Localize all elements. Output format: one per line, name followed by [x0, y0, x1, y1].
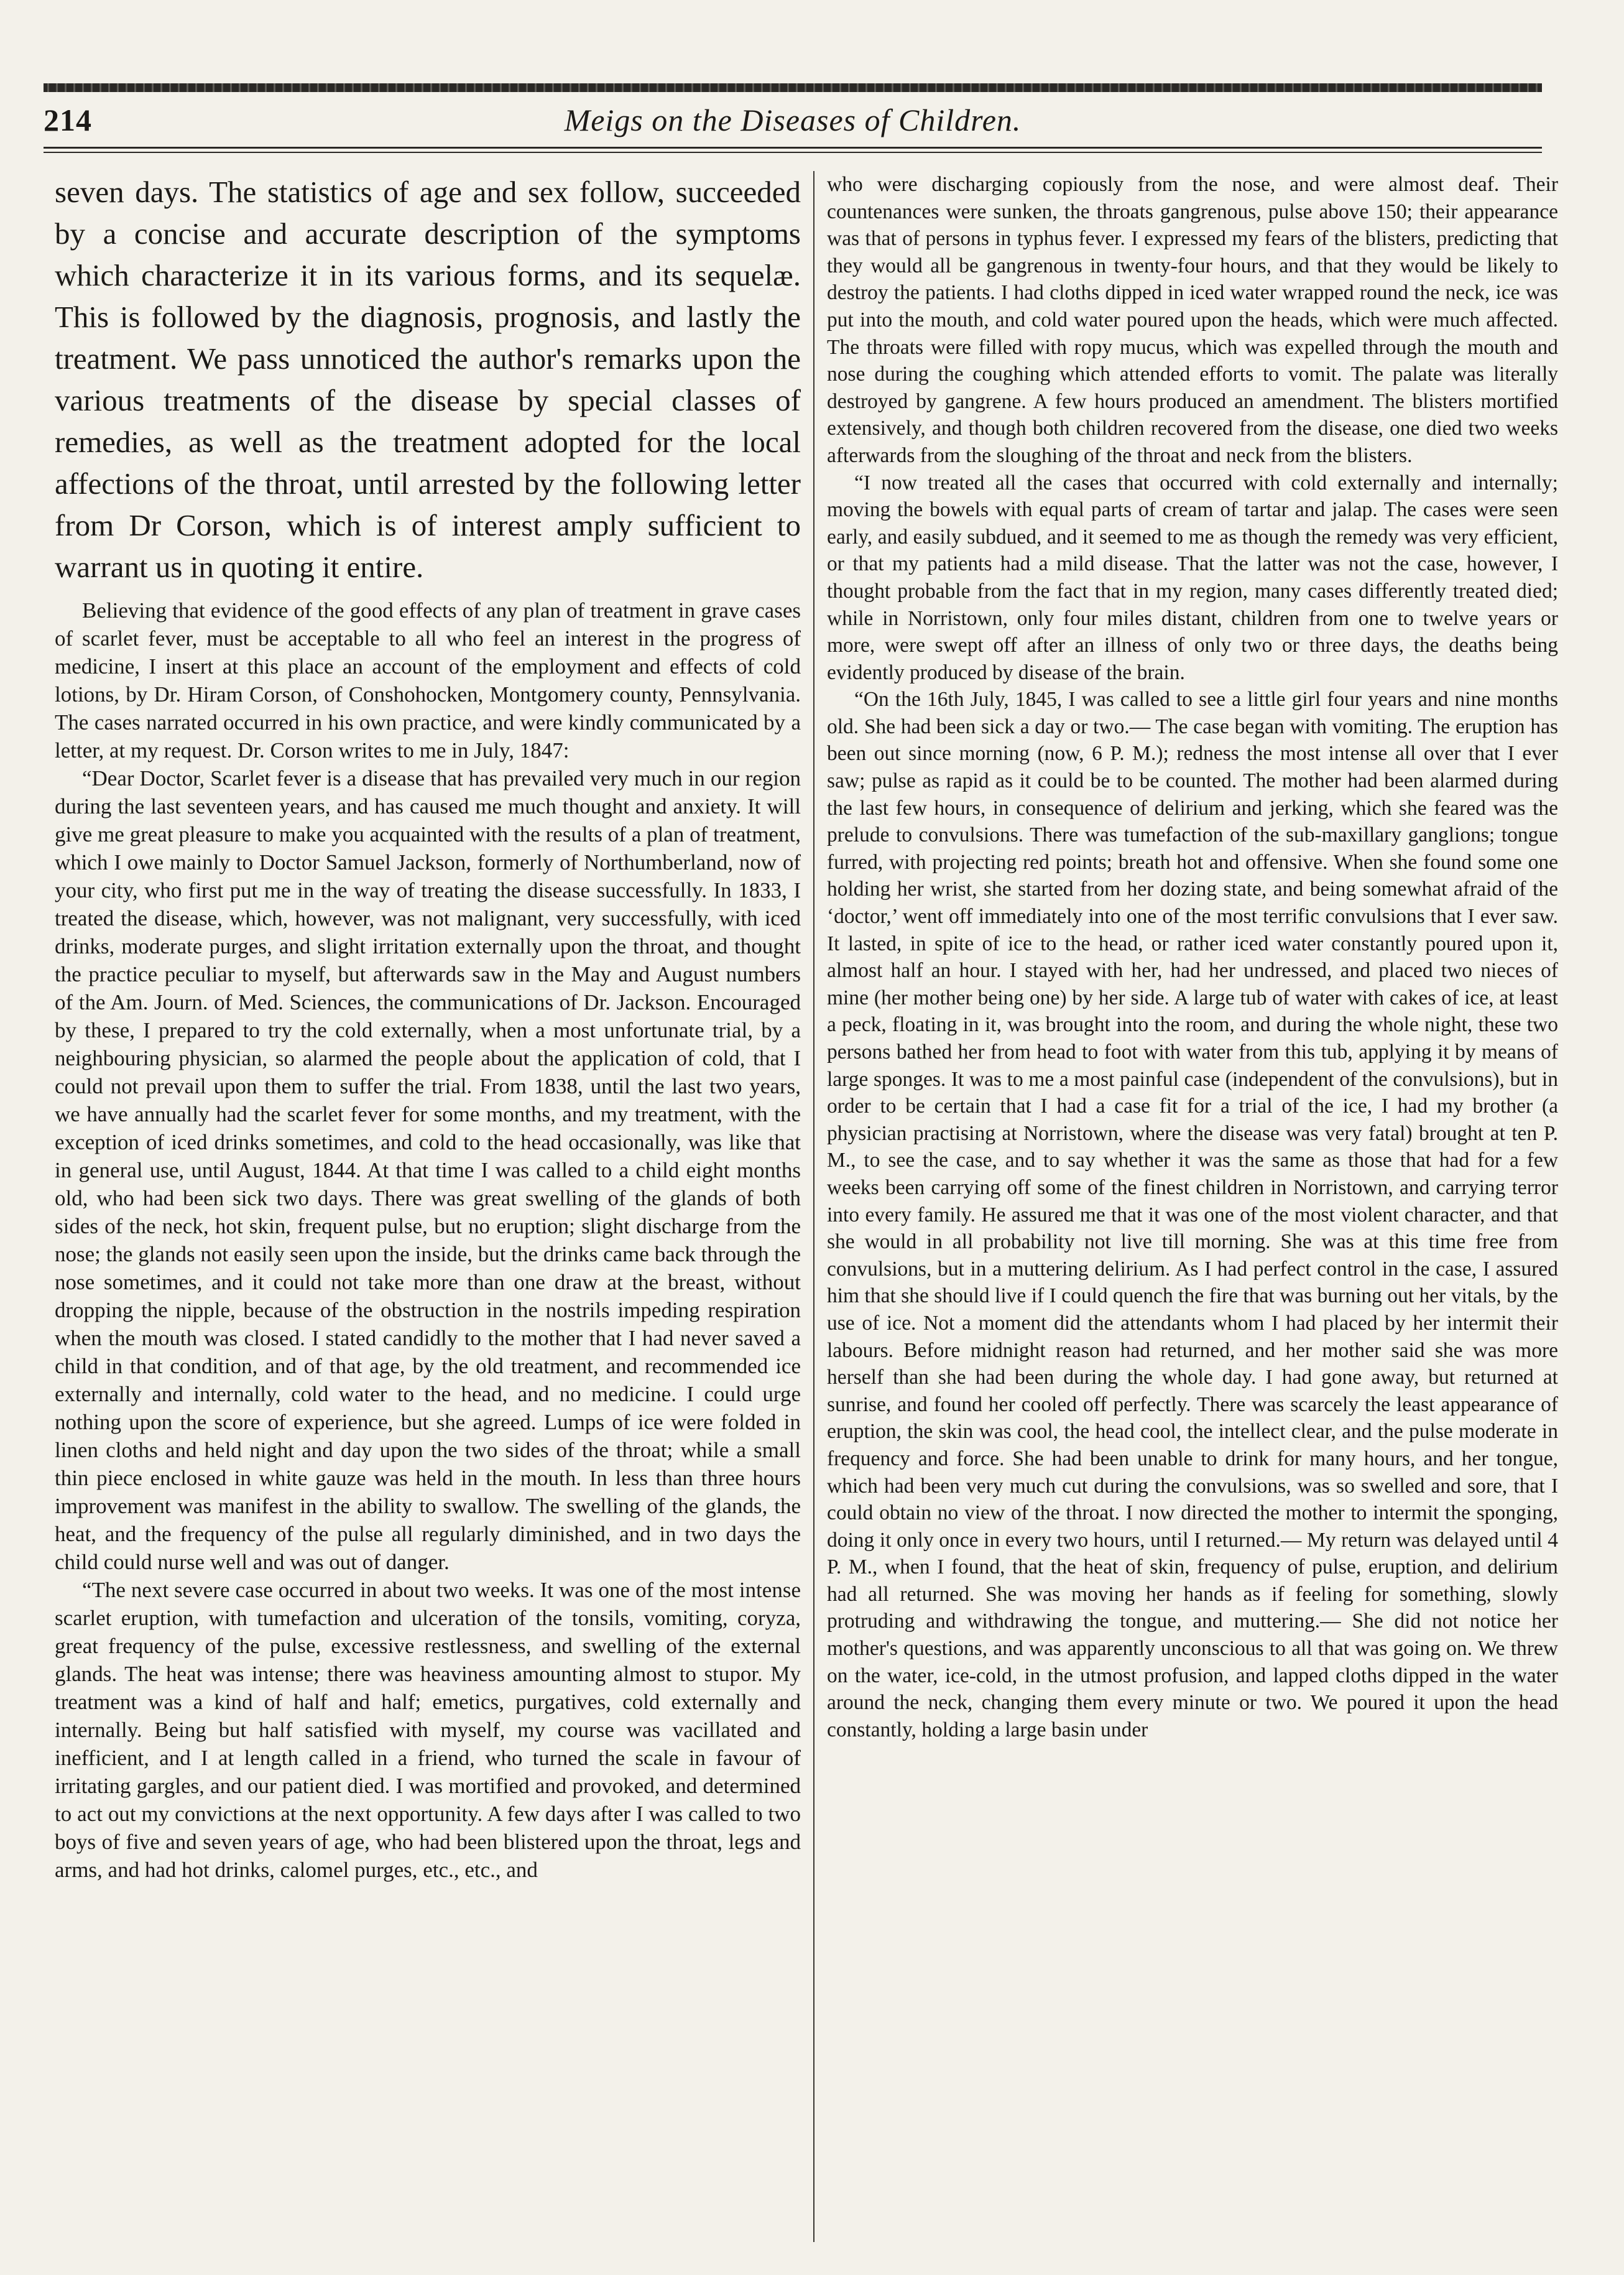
running-title: Meigs on the Diseases of Children. [564, 103, 1022, 137]
intro-paragraph: Believing that evidence of the good effects of any plan of treatment in grave cases of scarlet fever, must be acceptable to all who feel an interest in the progress of medicine, I insert at this place an account of the employment and effects of cold lotions, by Dr. Hiram Corson, of Conshohocken, Montgomery county, Pennsylvania. The cases narrated occurred in his own practice, and were kindly communicated by a letter, at my request. Dr. Corson writes to me in July, 1847: [55, 598, 801, 762]
page-number: 214 [44, 103, 92, 137]
header-rule [44, 147, 1542, 149]
continuation-paragraph: who were discharging copiously from the nose, and were almost deaf. Their countenances were sunken, the throats gangrenous, pulse above 150; their appearance was that of persons in typhus fever. I expressed my fears of the blisters, predicting that they would all be gangrenous in twenty-four hours, and that they would be likely to destroy the patients. I had cloths dipped in iced water wrapped round the neck, ice was put into the mouth, and cold water poured upon the heads, which were much affected. The throats were filled with ropy mucus, which was expelled through the mouth and nose during the coughing which attended efforts to vomit. The palate was literally destroyed by gangrene. A few hours produced an amendment. The blisters mortified extensively, and though both children recovered from the disease, one died two weeks afterwards from the sloughing of the throat and neck from the blisters. [827, 173, 1558, 467]
column-divider [813, 171, 814, 2242]
letter-paragraph: “On the 16th July, 1845, I was called to see a little girl four years and nine months old. She had been sick a day or two.— The case began with vomiting. The eruption has been out since morning (now, 6 P. M.); redness the most intense all over that I ever saw; pulse as rapid as it could be to be counted. The mother had been alarmed during the last few hours, in consequence of delirium and jerking, which she feared was the prelude to convulsions. There was tumefaction of the sub-maxillary ganglions; tongue furred, with projecting red points; breath hot and offensive. When she found some one holding her wrist, she started from her dozing state, and being somewhat afraid of the ‘doctor,’ went off immediately into one of the most terrific convulsions that I ever saw. It lasted, in spite of ice to the head, or rather iced water constantly poured upon it, almost half an hour. I stayed with her, had her undressed, and placed two nieces of mine (her mother being one) by her side. A large tub of water with cakes of ice, at least a peck, floating in it, was brought into the room, and during the whole night, these two persons bathed her from head to foot with water from this tub, applying it by means of large sponges. It was to me a most painful case (independent of the convulsions), but in order to be certain that I had a case fit for a trial of the ice, I had my brother (a physician practising at Norristown, where the disease was very fatal) brought at ten P. M., to see the case, and to say whether it was the same as those that had for a few weeks been carrying off some of the finest children in Norristown, and carrying terror into every family. He assured me that it was one of the most violent character, and that she would in all probability not live till morning. She was at this time free from convulsions, but in a muttering delirium. As I had perfect control in the case, I assured him that she should live if I could quench the fire that was burning out her vitals, by the use of ice. Not a moment did the attendants whom I had placed by her intermit their labours. Before midnight reason had returned, and her mother said she was more herself than she had been during the whole day. I had gone away, but returned at sunrise, and found her cooled off perfectly. There was scarcely the least appearance of eruption, the skin was cool, the head cool, the intellect clear, and the pulse moderate in frequency and force. She had been unable to drink for many hours, and her tongue, which had been very much cut during the convulsions, was so swelled and sore, that I could obtain no view of the throat. I now directed the mother to intermit the sponging, doing it only once in every two hours, until I returned.— My return was delayed until 4 P. M., when I found, that the heat of skin, frequency of pulse, eruption, and delirium had all returned. She was moving her hands as if feeling for something, slowly protruding and withdrawing the tongue, and muttering.— She did not notice her mother's questions, and was apparently unconscious to all that was going on. We threw on the water, ice-cold, in the utmost profusion, and lapped cloths dipped in the water around the neck, changing them every minute or two. We poured it upon the head constantly, holding a large basin under [827, 688, 1558, 1741]
letter-paragraph: “The next severe case occurred in about two weeks. It was one of the most intense scarlet eruption, with tumefaction and ulceration of the tonsils, vomiting, coryza, great frequency of the pulse, excessive restlessness, and swelling of the external glands. The heat was intense; there was heaviness amounting almost to stupor. My treatment was a kind of half and half; emetics, purgatives, cold externally and internally. Being but half satisfied with myself, my course was vacillated and inefficient, and I at length called in a friend, who turned the scale in favour of irritating gargles, and our patient died. I was mortified and provoked, and determined to act out my convictions at the next opportunity. A few days after I was called to two boys of five and seven years of age, who had been blistered upon the throat, legs and arms, and had hot drinks, calomel purges, etc., etc., and [55, 1578, 801, 1882]
review-paragraph: seven days. The statistics of age and sex follow, succeeded by a concise and accurate description of the symptoms which characterize it in its various forms, and its sequelæ. This is followed by the diagnosis, prognosis, and lastly the treatment. We pass unnoticed the author's remarks upon the various treatments of the disease by special classes of remedies, as well as the treatment adopted for the local affections of the throat, until arrested by the following letter from Dr Corson, which is of interest amply sufficient to warrant us in quoting it entire. [55, 175, 801, 584]
letter-paragraph: “I now treated all the cases that occurred with cold externally and internally; moving the bowels with equal parts of cream of tartar and jalap. The cases were seen early, and easily subdued, and it seemed to me as though the remedy was very efficient, or that my patients had a mild disease. That the latter was not the case, however, I thought probable from the fact that in my region, many cases differently treated died; while in Norristown, only four miles distant, children from one to twelve years or more, were swept off after an illness of only two or three days, the deaths being evidently produced by disease of the brain. [827, 471, 1558, 684]
page-header [44, 102, 1542, 141]
top-decorative-rule [44, 83, 1542, 92]
right-column [827, 171, 1558, 2242]
letter-paragraph: “Dear Doctor, Scarlet fever is a disease that has prevailed very much in our region during the last seventeen years, and has caused me much thought and anxiety. It will give me great pleasure to make you acquainted with the results of a plan of treatment, which I owe mainly to Doctor Samuel Jackson, formerly of Northumberland, now of your city, who first put me in the way of treating the disease successfully. In 1833, I treated the disease, which, however, was not malignant, very successfully, with iced drinks, moderate purges, and slight irritation externally upon the throat, and thought the practice peculiar to myself, but afterwards saw in the May and August numbers of the Am. Journ. of Med. Sciences, the communications of Dr. Jackson. Encouraged by these, I prepared to try the cold externally, when a most unfortunate trial, by a neighbouring physician, so alarmed the people about the application of cold, that I could not prevail upon them to suffer the trial. From 1838, until the last two years, we have annually had the scarlet fever for some months, and my treatment, with the exception of iced drinks sometimes, and cold to the head occasionally, was like that in general use, until August, 1844. At that time I was called to a child eight months old, who had been sick two days. There was great swelling of the glands of both sides of the neck, hot skin, frequent pulse, but no eruption; slight discharge from the nose; the glands not easily seen upon the inside, but the drinks came back through the nose sometimes, and it could not take more than one draw at the breast, without dropping the nipple, because of the obstruction in the nostrils impeding respiration when the mouth was closed. I stated candidly to the mother that I had never saved a child in that condition, and of that age, by the old treatment, and recommended ice externally and internally, cold water to the head, and no medicine. I could urge nothing upon the score of experience, but she agreed. Lumps of ice were folded in linen cloths and held night and day upon the two sides of the throat; while a small thin piece enclosed in white gauze was held in the mouth. In less than three hours improvement was manifest in the ability to swallow. The swelling of the glands, the heat, and the frequency of the pulse all regularly diminished, and in two days the child could nurse well and was out of danger. [55, 766, 801, 1574]
header-rule-secondary [44, 152, 1542, 153]
left-column [55, 171, 801, 2242]
